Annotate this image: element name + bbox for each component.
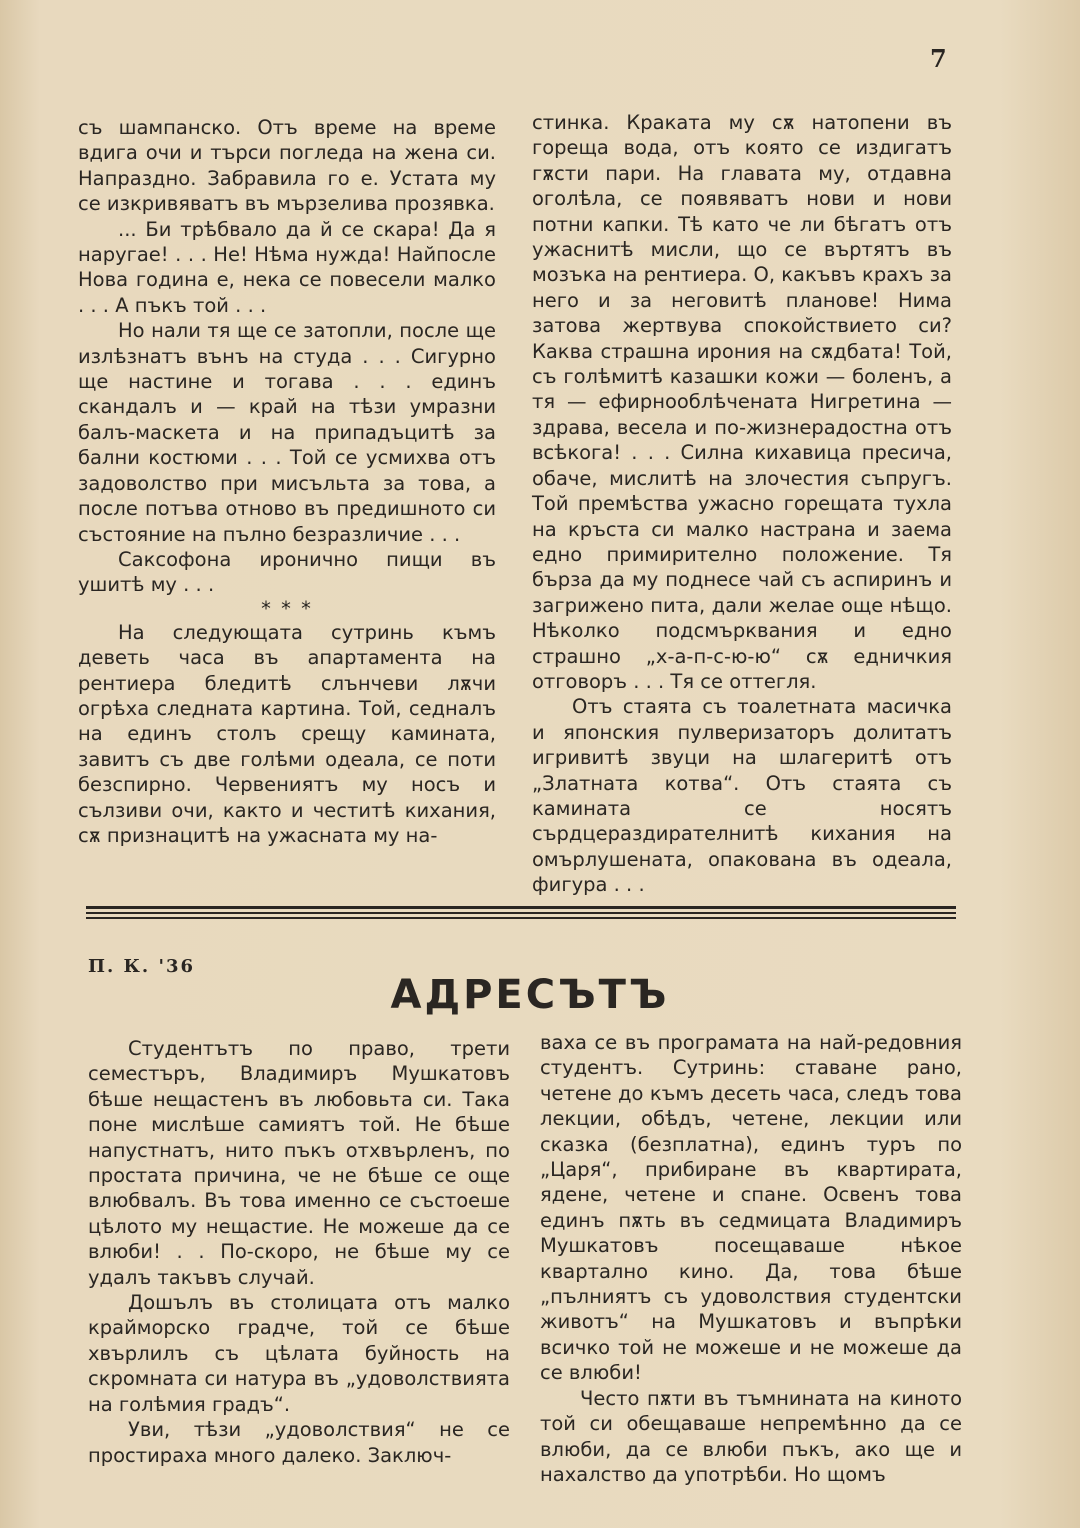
- paragraph: Студентътъ по право, трети семестъръ, Владимиръ Мушкатовъ бѣше нещастенъ въ любовьта си. Така поне мислѣше самиятъ той. Не бѣше напустнатъ, нито пъкъ отхвърленъ, по простата причина, че не бѣше се още влюбвалъ. Въ това именно се състоеше цѣлото му нещастие. Не можеше да се влюби! . . По-скоро, не бѣше му се удалъ такъвъ случай.: [88, 1037, 510, 1289]
- page-number: 7: [930, 44, 947, 73]
- paragraph: Дошълъ въ столицата отъ малко крайморско градче, той се бѣше хвърлилъ съ цѣлата буйность на скромната си натура въ „удоволствията на голѣмия градъ“.: [88, 1291, 510, 1416]
- section-separator-stars: * * *: [261, 596, 313, 620]
- paragraph: съ шампанско. Отъ време на време вдига очи и търси погледа на жена си. Напраздно. Забравила го е. Устата му се изкривяватъ въ мързелива прозявка.: [78, 116, 496, 216]
- article2-column-2: [540, 1030, 962, 1487]
- article1-column-1: [78, 115, 496, 848]
- paragraph: Саксофона иронично пищи въ ушитѣ му . . .: [78, 547, 496, 597]
- paragraph: Но нали тя ще се затопли, после ще излѣзнатъ вънъ на студа . . . Сигурно ще настине и тогава . . . единъ скандалъ и — край на тѣзи умразни балъ-маскета и на припадъцитѣ за бални костюми . . . Той се усмихва отъ задоволство при мисъльта за това, а после потъва отново въ предишното си състояние на пълно безразличие . . .: [78, 319, 496, 546]
- article2-column-1: [88, 1036, 510, 1468]
- divider-rule: [86, 906, 956, 909]
- paragraph: Често пѫти въ тъмнината на киното той си обещаваше непремѣнно да се влюби, да се влюби пъкъ, ако ще и нахалство да употрѣби. Но щомъ: [540, 1386, 962, 1486]
- paragraph: На следующата сутринь къмъ деветь часа въ апартамента на рентиера бледитѣ слънчеви лѫчи огрѣха следната картина. Той, седналъ на единъ столъ срещу камината, завитъ съ две голѣми одеала, се поти безспирно. Червениятъ му носъ и сълзиви очи, както и честитѣ кихания, сѫ признацитѣ на ужасната му на-: [78, 620, 496, 847]
- article1-column-2: [532, 110, 952, 898]
- paragraph: ваха се въ програмата на най-редовния студентъ. Сутринь: ставане рано, четене до къмъ десеть часа, следъ това лекции, обѣдъ, четене, лекции или сказка (безплатна), единъ туръ по „Царя“, прибиране въ квартирата, ядене, четене и спане. Освенъ това единъ пѫть въ седмицата Владимиръ Мушкатовъ посещаваше нѣкое квартално кино. Да, това бѣше „пълниятъ съ удоволствия студентски животъ“ на Мушкатовъ и въпрѣки всичко той не можеше и не можеше да се влюби!: [540, 1031, 962, 1385]
- author-signature: П. К. '36: [88, 956, 195, 977]
- paragraph: Отъ стаята съ тоалетната масичка и японския пулверизаторъ долитатъ игривитѣ звуци на шлагеритѣ отъ „Златната котва“. Отъ стаята съ камината се носятъ сърдцераздирателнитѣ кихания на омърлушената, опакована въ одеала, фигура . . .: [532, 695, 952, 897]
- paragraph: ... Би трѣбвало да й се скара! Да я наругае! . . . Не! Нѣма нужда! Найпосле Нова година е, нека се повесели малко . . . А пъкъ той . . .: [78, 217, 496, 317]
- article-title: АДРЕСЪТЪ: [390, 972, 670, 1018]
- divider-rule: [86, 912, 956, 914]
- paragraph: Уви, тѣзи „удоволствия“ не се простираха много далеко. Заключ-: [88, 1418, 510, 1467]
- paragraph: стинка. Краката му сѫ натопени въ гореща вода, отъ която се издигатъ гѫсти пари. На главата му, отдавна оголѣла, се появяватъ нови и нови потни капки. Тѣ като че ли бѣгатъ отъ ужаснитѣ мисли, що се въртятъ въ мозъка на рентиера. О, какъвъ крахъ за него и за неговитѣ планове! Нима затова жертвува спокойствието си? Каква страшна ирония на сѫдбата! Той, съ голѣмитѣ казашки кожи — боленъ, а тя — ефирнооблѣчената Нигретина — здрава, весела и по-жизнерадостна отъ всѣкога! . . . Силна кихавица пресича, обаче, мислитѣ на злочестия съпругъ. Той премѣства ужасно горещата тухла на кръста си малко настрана и заема едно примирително положение. Тя бърза да му поднесе чай съ аспиринъ и загрижено пита, дали желае още нѣщо. Нѣколко подсмърквания и едно страшно „х-а-п-с-ю-ю“ сѫ едничкия отговоръ . . . Тя се оттегля.: [532, 111, 952, 693]
- divider-rule: [86, 917, 956, 919]
